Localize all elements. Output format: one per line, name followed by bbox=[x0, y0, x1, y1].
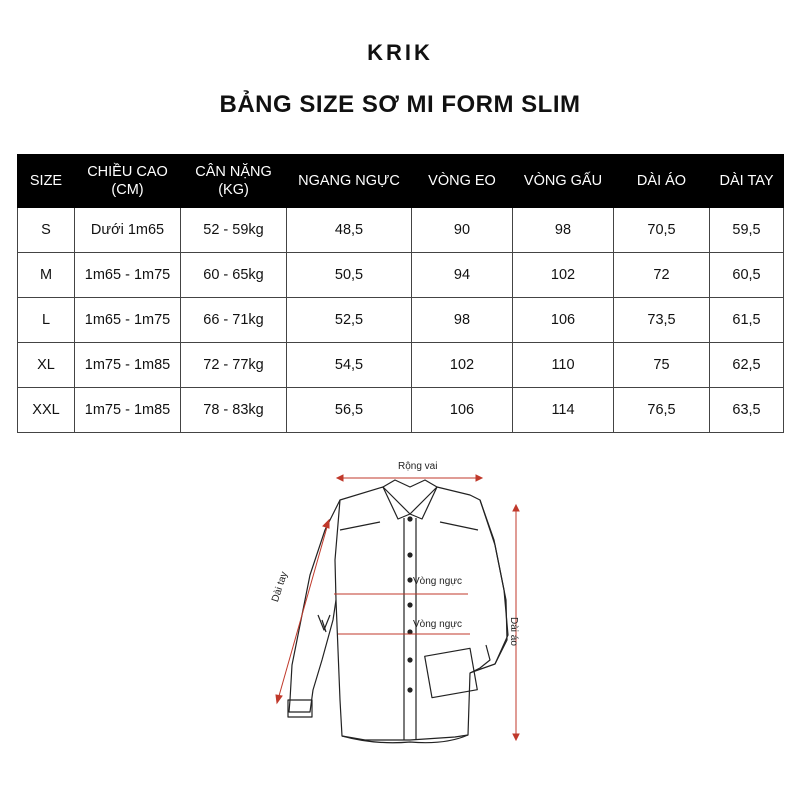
table-cell: S bbox=[18, 208, 75, 253]
table-cell: 106 bbox=[513, 298, 614, 343]
sleeve-label: Dài tay bbox=[270, 570, 291, 604]
waist-label: Vòng ngực bbox=[413, 619, 462, 630]
table-cell: 78 - 83kg bbox=[181, 388, 287, 433]
header-waist: VÒNG EO bbox=[412, 155, 513, 208]
table-cell: 70,5 bbox=[614, 208, 710, 253]
table-cell: 1m75 - 1m85 bbox=[75, 388, 181, 433]
table-row bbox=[18, 388, 784, 433]
table-cell: XL bbox=[18, 343, 75, 388]
header-size: SIZE bbox=[18, 155, 75, 208]
table-cell: 110 bbox=[513, 343, 614, 388]
shirt-measurement-diagram bbox=[0, 455, 800, 800]
table-row bbox=[18, 253, 784, 298]
header-weight: CÂN NẶNG (KG) bbox=[181, 155, 287, 208]
header-height: CHIỀU CAO (CM) bbox=[75, 155, 181, 208]
table-cell: 52,5 bbox=[287, 298, 412, 343]
table-cell: 102 bbox=[513, 253, 614, 298]
table-cell: 1m75 - 1m85 bbox=[75, 343, 181, 388]
table-cell: 60,5 bbox=[710, 253, 784, 298]
table-cell: 63,5 bbox=[710, 388, 784, 433]
header-chest: NGANG NGỰC bbox=[287, 155, 412, 208]
shirt-drawing bbox=[0, 455, 800, 800]
table-cell: 98 bbox=[412, 298, 513, 343]
table-cell: 73,5 bbox=[614, 298, 710, 343]
table-cell: M bbox=[18, 253, 75, 298]
shoulder-label: Rộng vai bbox=[398, 461, 438, 472]
table-cell: 66 - 71kg bbox=[181, 298, 287, 343]
table-cell: 48,5 bbox=[287, 208, 412, 253]
table-cell: XXL bbox=[18, 388, 75, 433]
table-cell: L bbox=[18, 298, 75, 343]
table-cell: 106 bbox=[412, 388, 513, 433]
length-label: Dài áo bbox=[508, 617, 519, 646]
table-cell: 60 - 65kg bbox=[181, 253, 287, 298]
table-cell: 56,5 bbox=[287, 388, 412, 433]
table-row bbox=[18, 343, 784, 388]
table-cell: 90 bbox=[412, 208, 513, 253]
table-row bbox=[18, 298, 784, 343]
table-cell: 52 - 59kg bbox=[181, 208, 287, 253]
table-cell: 102 bbox=[412, 343, 513, 388]
page-title: BẢNG SIZE SƠ MI FORM SLIM bbox=[219, 91, 581, 118]
table-cell: 75 bbox=[614, 343, 710, 388]
table-cell: 94 bbox=[412, 253, 513, 298]
table-cell: 50,5 bbox=[287, 253, 412, 298]
table-cell: 72 bbox=[614, 253, 710, 298]
table-cell: 98 bbox=[513, 208, 614, 253]
table-cell: 1m65 - 1m75 bbox=[75, 253, 181, 298]
brand-logo: KRIK bbox=[367, 40, 433, 65]
table-cell: 54,5 bbox=[287, 343, 412, 388]
table-row bbox=[18, 208, 784, 253]
header-sleeve: DÀI TAY bbox=[710, 155, 784, 208]
table-cell: 62,5 bbox=[710, 343, 784, 388]
table-header-row bbox=[18, 155, 784, 208]
table-cell: 76,5 bbox=[614, 388, 710, 433]
table-cell: 72 - 77kg bbox=[181, 343, 287, 388]
table-cell: 114 bbox=[513, 388, 614, 433]
table-cell: 61,5 bbox=[710, 298, 784, 343]
header-length: DÀI ÁO bbox=[614, 155, 710, 208]
table-cell: Dưới 1m65 bbox=[75, 208, 181, 253]
table-cell: 59,5 bbox=[710, 208, 784, 253]
chest-label: Vòng ngực bbox=[413, 576, 462, 587]
size-table bbox=[17, 154, 784, 433]
table-cell: 1m65 - 1m75 bbox=[75, 298, 181, 343]
header-hem: VÒNG GẤU bbox=[513, 155, 614, 208]
